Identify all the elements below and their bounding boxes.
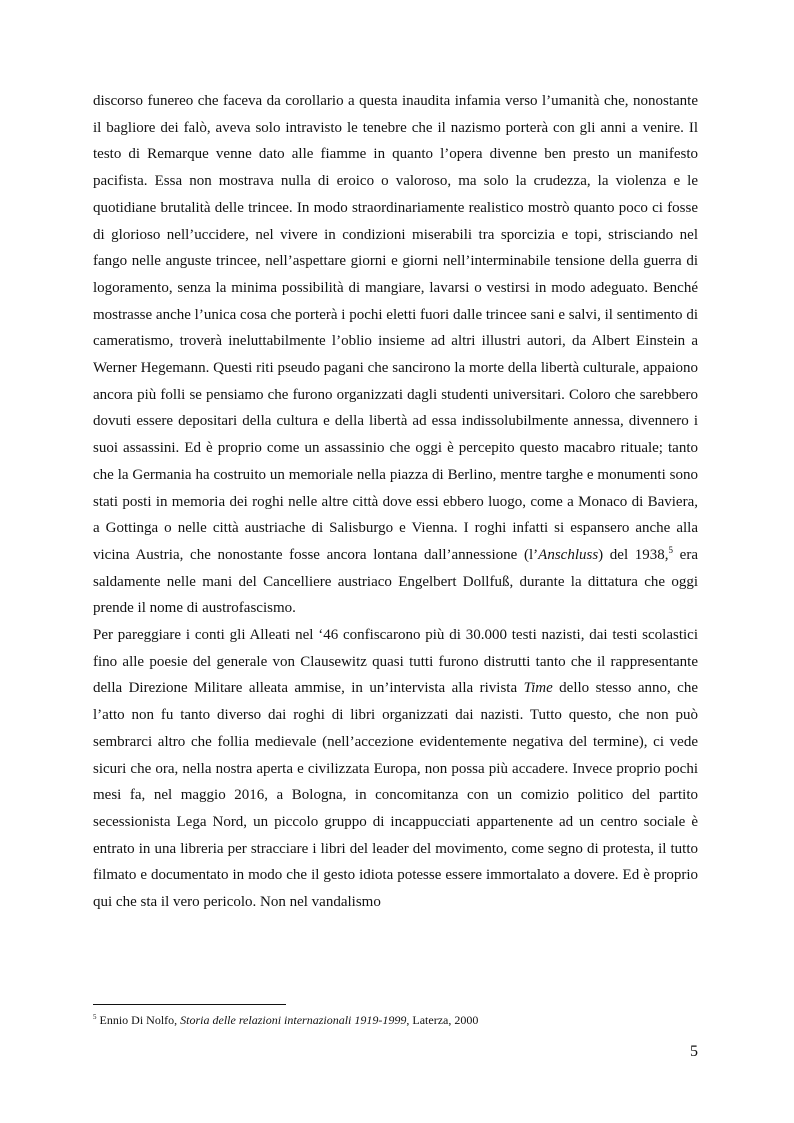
paragraph-2-text-b: dello stesso anno, che l’atto non fu tanto diverso dai roghi di libri organizzati dai nazisti. Tutto questo, che non può sembrarci altro che follia medievale (nell’accezione evidentemente negativa del termine), ci vede sicuri che ora, nella nostra aperta e civilizzata Europa, non possa più accadere. Invece proprio pochi mesi fa, nel maggio 2016, a Bologna, in concomitanza con un comizio politico del partito secessionista Lega Nord, un piccolo gruppo di incappucciati appartenente ad un centro sociale è entrato in una libreria per stracciare i libri del leader del movimento, come segno di protesta, il tutto filmato e documentato in modo che il gesto idiota potesse essere immortalato a dovere. Ed è proprio qui che sta il vero pericolo. Non nel vandalismo: [93, 680, 698, 911]
footnote-author: Ennio Di Nolfo,: [96, 1013, 181, 1027]
time-italic: Time: [523, 680, 553, 697]
footnote-number: 5: [93, 1013, 97, 1021]
footnote-separator: [93, 1004, 286, 1005]
main-text: [93, 88, 698, 916]
paragraph-2: [93, 622, 698, 916]
footnote: [93, 1013, 698, 1028]
paragraph-1-text-b: ) del 1938,: [598, 546, 669, 563]
paragraph-1-text-a: discorso funereo che faceva da corollario a questa inaudita infamia verso l’umanità che, nonostante il bagliore dei falò, aveva solo intravisto le tenebre che il nazismo porterà con gli anni a venire. Il testo di Remarque venne dato alle fiamme in quanto l’opera divenne ben presto un manifesto pacifista. Essa non mostrava nulla di eroico o valoroso, ma solo la crudezza, la violenza e le quotidiane brutalità delle trincee. In modo straordinariamente realistico mostrò quanto poco ci fosse di glorioso nell’uccidere, nel vivere in condizioni miserabili tra sporcizia e topi, strisciando nel fango nelle anguste trincee, nell’aspettare giorni e giorni nell’interminabile tensione della guerra di logoramento, senza la minima possibilità di mangiare, lavarsi o vestirsi in modo adeguato. Benché mostrasse anche l’unica cosa che porterà i pochi eletti fuori dalle trincee sani e salvi, il sentimento di cameratismo, troverà ineluttabilmente l’oblio insieme ad altri illustri autori, da Albert Einstein a Werner Hegemann. Questi riti pseudo pagani che sancirono la morte della libertà culturale, appaiono ancora più folli se pensiamo che furono organizzati dagli studenti universitari. Coloro che sarebbero dovuti essere depositari della cultura e della libertà ad essa indissolubilmente annessa, divennero i suoi assassini. Ed è proprio come un assassinio che oggi è percepito questo macabro rituale; tanto che la Germania ha costruito un memoriale nella piazza di Berlino, mentre targhe e monumenti sono stati posti in memoria dei roghi nelle altre città dove essi ebbero luogo, come a Monaco di Baviera, a Gottinga o nelle città austriache di Salisburgo e Vienna. I roghi infatti si espansero anche alla vicina Austria, che nonostante fosse ancora lontana dall’annessione (l’: [93, 93, 698, 563]
paragraph-2-text-a: Per pareggiare i conti gli Alleati nel ‘46 confiscarono più di 30.000 testi nazisti, dai testi scolastici fino alle poesie del generale von Clausewitz quasi tutti furono distrutti tanto che il rappresentante della Direzione Militare alleata ammise, in un’intervista alla rivista: [93, 627, 698, 697]
footnote-publisher: , Laterza, 2000: [406, 1013, 479, 1027]
paragraph-1: [93, 88, 698, 622]
page-number: 5: [690, 1043, 698, 1060]
page-body: [93, 88, 698, 916]
anschluss-italic: Anschluss: [538, 546, 599, 563]
footnote-reference: 5: [668, 544, 674, 555]
paragraph-1-text-c: era saldamente nelle mani del Cancelliere austriaco Engelbert Dollfuß, durante la dittatura che oggi prende il nome di austrofascismo.: [93, 546, 698, 617]
footnote-title: Storia delle relazioni internazionali 1919-1999: [180, 1013, 407, 1027]
